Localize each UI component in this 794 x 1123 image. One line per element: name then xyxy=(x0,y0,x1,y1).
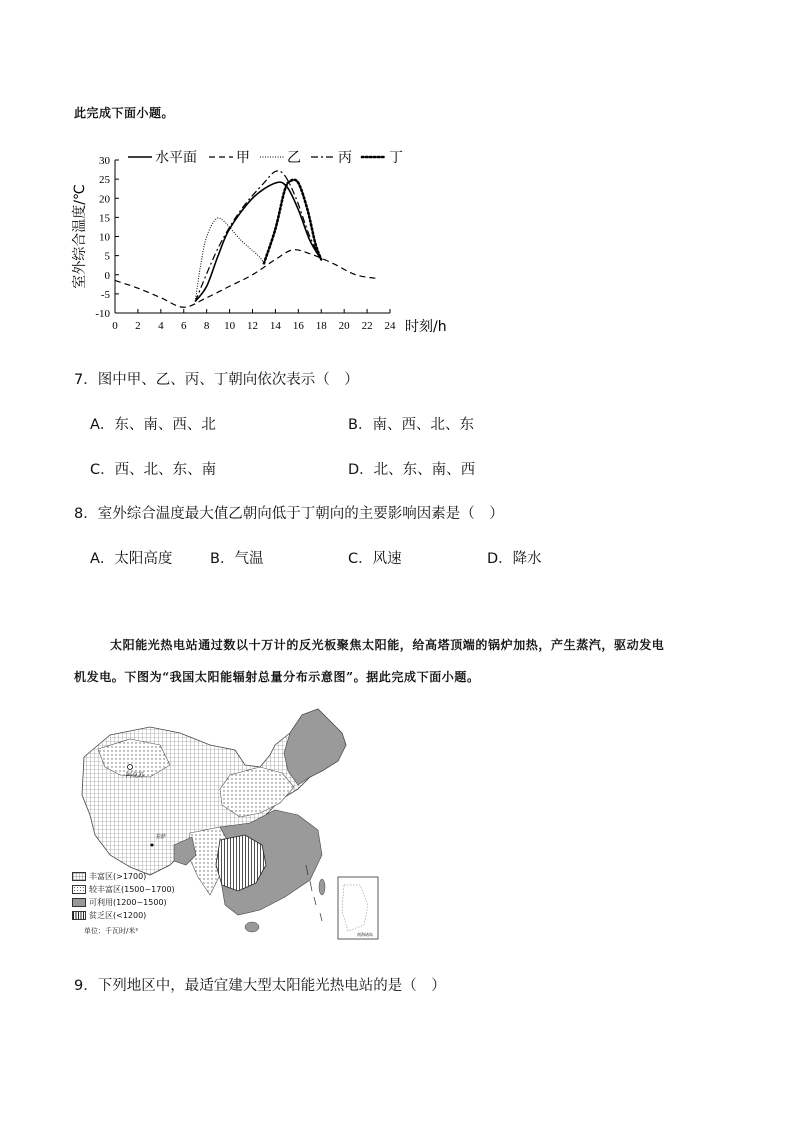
intro-tail: 此完成下面小题。 xyxy=(74,106,175,120)
hainan-island xyxy=(245,922,259,932)
legend-label-3: 丙 xyxy=(338,150,352,166)
china-solar-map xyxy=(70,705,390,945)
legend-label-fairly-rich: 较丰富区(1500~1700) xyxy=(89,885,175,894)
y-tick-label: 20 xyxy=(99,193,110,206)
aksu-label: 阿克苏 xyxy=(126,772,145,779)
x-tick-label: 22 xyxy=(361,320,373,332)
q7-option-a[interactable]: A．东、南、西、北 xyxy=(90,417,216,433)
q7-option-c[interactable]: C．西、北、东、南 xyxy=(90,462,217,478)
x-tick-label: 16 xyxy=(292,320,304,332)
q8-option-d[interactable]: D．降水 xyxy=(487,551,542,567)
legend-label-rich: 丰富区(>1700) xyxy=(89,872,147,881)
temperature-chart xyxy=(70,145,460,345)
x-tick-label: 12 xyxy=(247,320,258,332)
y-tick-label: 5 xyxy=(104,250,110,263)
y-tick-label: 30 xyxy=(99,155,110,167)
taiwan-island xyxy=(319,879,325,895)
q7-option-b[interactable]: B．南、西、北、东 xyxy=(348,417,474,433)
q7-option-d[interactable]: D．北、东、南、西 xyxy=(348,462,476,478)
legend-swatch-grid xyxy=(72,872,86,881)
legend-label-0: 水平面 xyxy=(155,150,197,166)
legend-label-usable: 可利用(1200~1500) xyxy=(89,898,167,907)
aksu-marker xyxy=(128,765,133,770)
q8-option-c[interactable]: C．风速 xyxy=(348,551,402,567)
series-line-0 xyxy=(195,182,321,301)
inset-label: 南海诸岛 xyxy=(357,932,373,937)
y-tick-label: 10 xyxy=(99,231,110,244)
y-tick-label: -5 xyxy=(100,288,110,301)
y-tick-label: 15 xyxy=(99,212,110,225)
q7-stem: 7．图中甲、乙、丙、丁朝向依次表示（ ） xyxy=(74,372,359,388)
x-axis-label: 时刻/h xyxy=(405,319,447,335)
x-tick-label: 0 xyxy=(112,320,118,332)
q8-option-b[interactable]: B．气温 xyxy=(210,551,264,567)
q8-option-a[interactable]: A．太阳高度 xyxy=(90,551,173,567)
region-fairly-rich-2 xyxy=(220,767,294,817)
q8-stem: 8．室外综合温度最大值乙朝向低于丁朝向的主要影响因素是（ ） xyxy=(74,506,504,522)
x-tick-label: 10 xyxy=(224,320,236,332)
legend-swatch-gray xyxy=(72,898,86,907)
legend-label-1: 甲 xyxy=(236,150,250,166)
x-tick-label: 4 xyxy=(158,320,164,332)
passage-line-2: 机发电。下图为“我国太阳能辐射总量分布示意图”。据此完成下面小题。 xyxy=(74,670,480,684)
series-line-4 xyxy=(264,180,321,264)
x-tick-label: 14 xyxy=(269,320,281,332)
legend-label-4: 丁 xyxy=(389,150,403,166)
x-tick-label: 6 xyxy=(181,320,187,332)
lhasa-marker xyxy=(151,844,154,847)
y-tick-label: 25 xyxy=(99,174,110,187)
chart-svg xyxy=(70,145,460,345)
passage-line-1: 太阳能光热电站通过数以十万计的反光板聚焦太阳能，给高塔顶端的锅炉加热，产生蒸汽，驱动发电 xyxy=(110,638,665,652)
legend-poor xyxy=(72,909,175,922)
map-unit: 单位：千瓦时/米² xyxy=(84,927,139,935)
y-axis-label: 室外综合温度/℃ xyxy=(72,184,88,289)
legend-swatch-vlines xyxy=(72,911,86,920)
y-tick-label: 0 xyxy=(104,269,110,282)
x-tick-label: 2 xyxy=(135,320,141,332)
legend-swatch-dots xyxy=(72,885,86,894)
legend-usable xyxy=(72,896,175,909)
y-tick-label: -10 xyxy=(95,308,110,320)
map-legend xyxy=(72,870,175,936)
x-tick-label: 24 xyxy=(384,320,396,332)
x-tick-label: 8 xyxy=(203,320,210,332)
legend-label-poor: 贫乏区(<1200) xyxy=(89,911,147,920)
legend-label-2: 乙 xyxy=(287,150,301,166)
x-tick-label: 20 xyxy=(338,320,350,332)
series-line-1 xyxy=(115,250,379,308)
legend-fairly-rich xyxy=(72,883,175,896)
x-tick-label: 18 xyxy=(315,320,327,332)
lhasa-label: 拉萨 xyxy=(156,834,167,840)
legend-rich xyxy=(72,870,175,883)
q9-stem: 9．下列地区中，最适宜建大型太阳能光热电站的是（ ） xyxy=(74,978,446,994)
region-usable-ne xyxy=(284,709,346,785)
